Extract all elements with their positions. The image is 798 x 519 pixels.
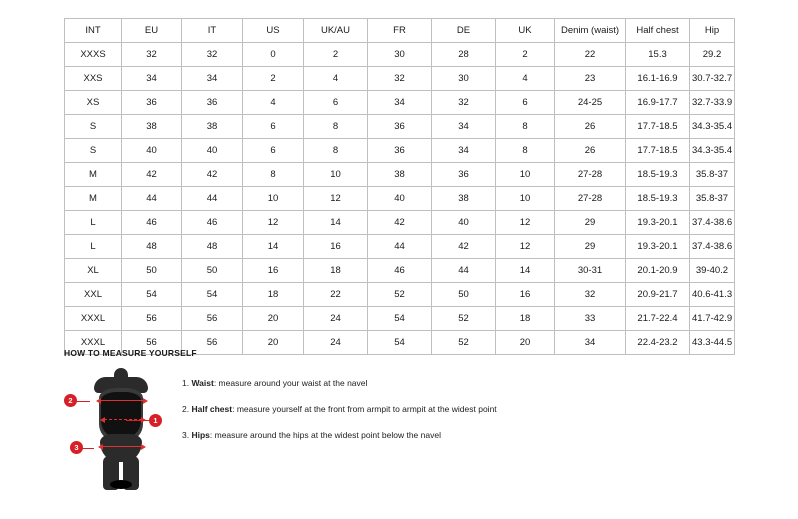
table-row (65, 307, 735, 331)
table-cell: 18 (243, 283, 304, 307)
table-cell: 32.7-33.9 (690, 91, 735, 115)
table-cell: 20 (496, 331, 555, 355)
table-row (65, 259, 735, 283)
table-cell: 30 (432, 67, 496, 91)
table-cell: 10 (304, 163, 368, 187)
table-cell: 56 (182, 307, 243, 331)
table-cell: 20.1-20.9 (626, 259, 690, 283)
table-cell: 32 (368, 67, 432, 91)
table-cell: 19.3-20.1 (626, 235, 690, 259)
table-cell: 24 (304, 307, 368, 331)
table-cell: XS (65, 91, 122, 115)
table-cell: 33 (555, 307, 626, 331)
table-cell: 29.2 (690, 43, 735, 67)
half-chest-measure-arrow-icon (100, 400, 144, 401)
table-cell: 8 (304, 139, 368, 163)
table-cell: 8 (496, 115, 555, 139)
note-term: Half chest (191, 404, 233, 415)
list-item (182, 430, 497, 440)
table-cell: 54 (368, 307, 432, 331)
table-cell: 54 (368, 331, 432, 355)
table-cell: 12 (496, 235, 555, 259)
table-cell: 52 (432, 331, 496, 355)
table-cell: 36 (432, 163, 496, 187)
table-cell: XXXS (65, 43, 122, 67)
section-title: HOW TO MEASURE YOURSELF (64, 348, 197, 358)
note-term: Hips (191, 430, 210, 441)
table-cell: 52 (368, 283, 432, 307)
mannequin-figure-icon (86, 368, 156, 490)
table-cell: 36 (122, 91, 182, 115)
mannequin-garment (101, 392, 141, 436)
list-item (182, 404, 497, 414)
table-cell: XL (65, 259, 122, 283)
table-cell: 42 (368, 211, 432, 235)
note-number: 2. (182, 404, 190, 415)
table-cell: 4 (304, 67, 368, 91)
table-cell: 50 (432, 283, 496, 307)
table-cell: 42 (122, 163, 182, 187)
table-cell: 40 (122, 139, 182, 163)
table-cell: 34.3-35.4 (690, 115, 735, 139)
table-cell: 44 (432, 259, 496, 283)
table-cell: 37.4-38.6 (690, 211, 735, 235)
table-cell: 6 (243, 139, 304, 163)
table-cell: 34 (122, 67, 182, 91)
table-row (65, 91, 735, 115)
table-cell: 32 (182, 43, 243, 67)
table-cell: 32 (122, 43, 182, 67)
table-cell: 22.4-23.2 (626, 331, 690, 355)
table-cell: M (65, 187, 122, 211)
table-cell: 19.3-20.1 (626, 211, 690, 235)
table-cell: 39-40.2 (690, 259, 735, 283)
table-cell: 44 (182, 187, 243, 211)
table-cell: 8 (304, 115, 368, 139)
how-to-measure-section (64, 348, 764, 493)
column-header: IT (182, 19, 243, 43)
column-header: INT (65, 19, 122, 43)
table-cell: 35.8-37 (690, 163, 735, 187)
table-cell: 2 (496, 43, 555, 67)
table-cell: S (65, 139, 122, 163)
column-header: FR (368, 19, 432, 43)
table-cell: 54 (182, 283, 243, 307)
table-cell: XXXL (65, 331, 122, 355)
table-row (65, 139, 735, 163)
table-cell: 52 (432, 307, 496, 331)
table-cell: 34 (432, 115, 496, 139)
table-cell: 4 (496, 67, 555, 91)
table-cell: 21.7-22.4 (626, 307, 690, 331)
table-cell: 29 (555, 211, 626, 235)
note-text: : measure yourself at the front from armpit to armpit at the widest point (232, 404, 497, 415)
table-row (65, 43, 735, 67)
table-cell: 30.7-32.7 (690, 67, 735, 91)
table-cell: 15.3 (626, 43, 690, 67)
size-chart-container (64, 18, 734, 355)
table-cell: 46 (368, 259, 432, 283)
table-cell: 38 (122, 115, 182, 139)
mannequin-diagram (64, 368, 174, 493)
table-cell: 38 (432, 187, 496, 211)
table-cell: 22 (555, 43, 626, 67)
table-cell: 12 (243, 211, 304, 235)
table-cell: 18.5-19.3 (626, 163, 690, 187)
note-number: 3. (182, 430, 190, 441)
table-cell: 0 (243, 43, 304, 67)
table-cell: 12 (496, 211, 555, 235)
table-cell: 50 (122, 259, 182, 283)
table-cell: 18 (496, 307, 555, 331)
table-cell: 56 (122, 307, 182, 331)
table-cell: 20 (243, 331, 304, 355)
table-cell: 40 (368, 187, 432, 211)
table-cell: 16 (304, 235, 368, 259)
table-cell: 34 (432, 139, 496, 163)
list-item (182, 378, 497, 388)
table-cell: 16.1-16.9 (626, 67, 690, 91)
table-cell: 44 (122, 187, 182, 211)
column-header: UK (496, 19, 555, 43)
table-cell: 20 (243, 307, 304, 331)
table-cell: 20.9-21.7 (626, 283, 690, 307)
table-cell: XXS (65, 67, 122, 91)
table-cell: 16 (243, 259, 304, 283)
table-cell: 18 (304, 259, 368, 283)
table-cell: 36 (182, 91, 243, 115)
table-cell: 6 (243, 115, 304, 139)
table-cell: 17.7-18.5 (626, 115, 690, 139)
table-cell: 27-28 (555, 163, 626, 187)
table-cell: 34 (368, 91, 432, 115)
table-cell: 24 (304, 331, 368, 355)
table-cell: XXXL (65, 307, 122, 331)
table-cell: 34 (182, 67, 243, 91)
table-cell: 42 (182, 163, 243, 187)
table-row (65, 283, 735, 307)
table-cell: 10 (243, 187, 304, 211)
column-header: Hip (690, 19, 735, 43)
table-cell: 16 (496, 283, 555, 307)
note-number: 1. (182, 378, 190, 388)
note-term: Waist (191, 378, 214, 388)
table-cell: 40.6-41.3 (690, 283, 735, 307)
table-cell: 54 (122, 283, 182, 307)
table-row (65, 211, 735, 235)
column-header: Half chest (626, 19, 690, 43)
table-cell: M (65, 163, 122, 187)
marker-3-leader-line (82, 448, 94, 449)
table-cell: 34.3-35.4 (690, 139, 735, 163)
measure-instructions-list (174, 368, 497, 457)
table-cell: 56 (122, 331, 182, 355)
table-cell: 36 (368, 139, 432, 163)
table-cell: 48 (122, 235, 182, 259)
table-cell: 26 (555, 139, 626, 163)
table-cell: 8 (243, 163, 304, 187)
table-cell: 22 (304, 283, 368, 307)
table-cell: 38 (368, 163, 432, 187)
mannequin-stand (110, 480, 132, 489)
table-cell: 26 (555, 115, 626, 139)
note-text: : measure around the hips at the widest point below the navel (209, 430, 441, 441)
table-cell: 38 (182, 115, 243, 139)
marker-2-leader-line (76, 401, 90, 402)
table-cell: 16.9-17.7 (626, 91, 690, 115)
table-cell: S (65, 115, 122, 139)
measure-body (64, 368, 764, 493)
size-chart-table (64, 18, 735, 355)
note-text: : measure around your waist at the navel (213, 378, 368, 388)
table-cell: 36 (368, 115, 432, 139)
table-cell: 30 (368, 43, 432, 67)
table-cell: 41.7-42.9 (690, 307, 735, 331)
column-header: US (243, 19, 304, 43)
table-cell: 46 (122, 211, 182, 235)
marker-1-leader-line (126, 420, 150, 421)
table-cell: 40 (432, 211, 496, 235)
column-header: UK/AU (304, 19, 368, 43)
table-cell: 50 (182, 259, 243, 283)
table-header-row (65, 19, 735, 43)
table-cell: 46 (182, 211, 243, 235)
table-cell: 48 (182, 235, 243, 259)
table-cell: 34 (555, 331, 626, 355)
table-cell: 43.3-44.5 (690, 331, 735, 355)
table-cell: 23 (555, 67, 626, 91)
table-cell: 35.8-37 (690, 187, 735, 211)
table-cell: L (65, 235, 122, 259)
table-row (65, 163, 735, 187)
table-row (65, 67, 735, 91)
table-row (65, 115, 735, 139)
table-cell: 32 (432, 91, 496, 115)
table-cell: 14 (304, 211, 368, 235)
table-cell: 32 (555, 283, 626, 307)
table-cell: 40 (182, 139, 243, 163)
table-cell: L (65, 211, 122, 235)
column-header: Denim (waist) (555, 19, 626, 43)
table-cell: 42 (432, 235, 496, 259)
table-cell: 29 (555, 235, 626, 259)
column-header: EU (122, 19, 182, 43)
table-cell: 24-25 (555, 91, 626, 115)
table-cell: 14 (496, 259, 555, 283)
table-cell: 37.4-38.6 (690, 235, 735, 259)
hips-measure-arrow-icon (102, 446, 142, 447)
table-cell: 12 (304, 187, 368, 211)
table-cell: 10 (496, 163, 555, 187)
table-cell: 18.5-19.3 (626, 187, 690, 211)
table-cell: 6 (304, 91, 368, 115)
table-row (65, 187, 735, 211)
marker-badge-1: 1 (149, 414, 162, 427)
table-cell: 17.7-18.5 (626, 139, 690, 163)
marker-badge-2: 2 (64, 394, 77, 407)
table-cell: 2 (304, 43, 368, 67)
marker-badge-3: 3 (70, 441, 83, 454)
table-cell: 28 (432, 43, 496, 67)
table-cell: 8 (496, 139, 555, 163)
table-row (65, 235, 735, 259)
column-header: DE (432, 19, 496, 43)
table-cell: XXL (65, 283, 122, 307)
table-cell: 6 (496, 91, 555, 115)
table-cell: 27-28 (555, 187, 626, 211)
table-cell: 4 (243, 91, 304, 115)
table-cell: 56 (182, 331, 243, 355)
table-cell: 30-31 (555, 259, 626, 283)
table-cell: 14 (243, 235, 304, 259)
table-cell: 2 (243, 67, 304, 91)
table-cell: 10 (496, 187, 555, 211)
table-cell: 44 (368, 235, 432, 259)
